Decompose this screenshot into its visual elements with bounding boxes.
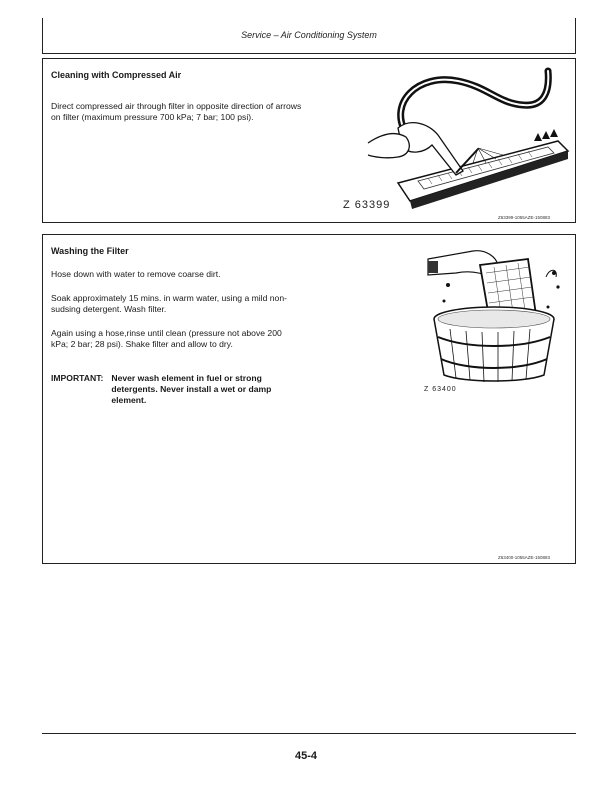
figure-code: Z63400-1055AZE-150883 (498, 555, 551, 560)
section-body: Direct compressed air through filter in opposite direction of arrows on filter (maximum pressure 700 kPa; 7 bar; 100 psi). (51, 101, 302, 122)
washing-tub-illustration (418, 237, 573, 385)
section-title: Washing the Filter (51, 246, 129, 256)
compressed-air-illustration (328, 63, 573, 213)
section-paragraph: Again using a hose,rinse until clean (pressure not above 200 kPa; 2 bar; 28 psi). Shake filter and allow to dry. (51, 328, 282, 349)
page-number: 45-4 (294, 750, 318, 762)
page-header (42, 18, 576, 54)
section-compressed-air (42, 58, 576, 223)
important-text: Never wash element in fuel or strong detergents. Never install a wet or damp element. (111, 373, 272, 405)
figure-label: Z 63400 (424, 386, 457, 393)
footer-rule (42, 733, 576, 734)
important-note (51, 373, 311, 406)
figure-code: Z63399-1055AZE-150883 (498, 215, 551, 220)
figure-label: Z 63399 (343, 199, 391, 211)
important-label: IMPORTANT: (51, 373, 104, 383)
header-title: Service – Air Conditioning System (241, 30, 377, 40)
section-washing (42, 234, 576, 564)
section-paragraph: Hose down with water to remove coarse dirt. (51, 269, 221, 279)
section-title: Cleaning with Compressed Air (51, 70, 182, 80)
section-paragraph: Soak approximately 15 mins. in warm water, using a mild non-sudsing detergent. Wash filter. (51, 293, 287, 314)
